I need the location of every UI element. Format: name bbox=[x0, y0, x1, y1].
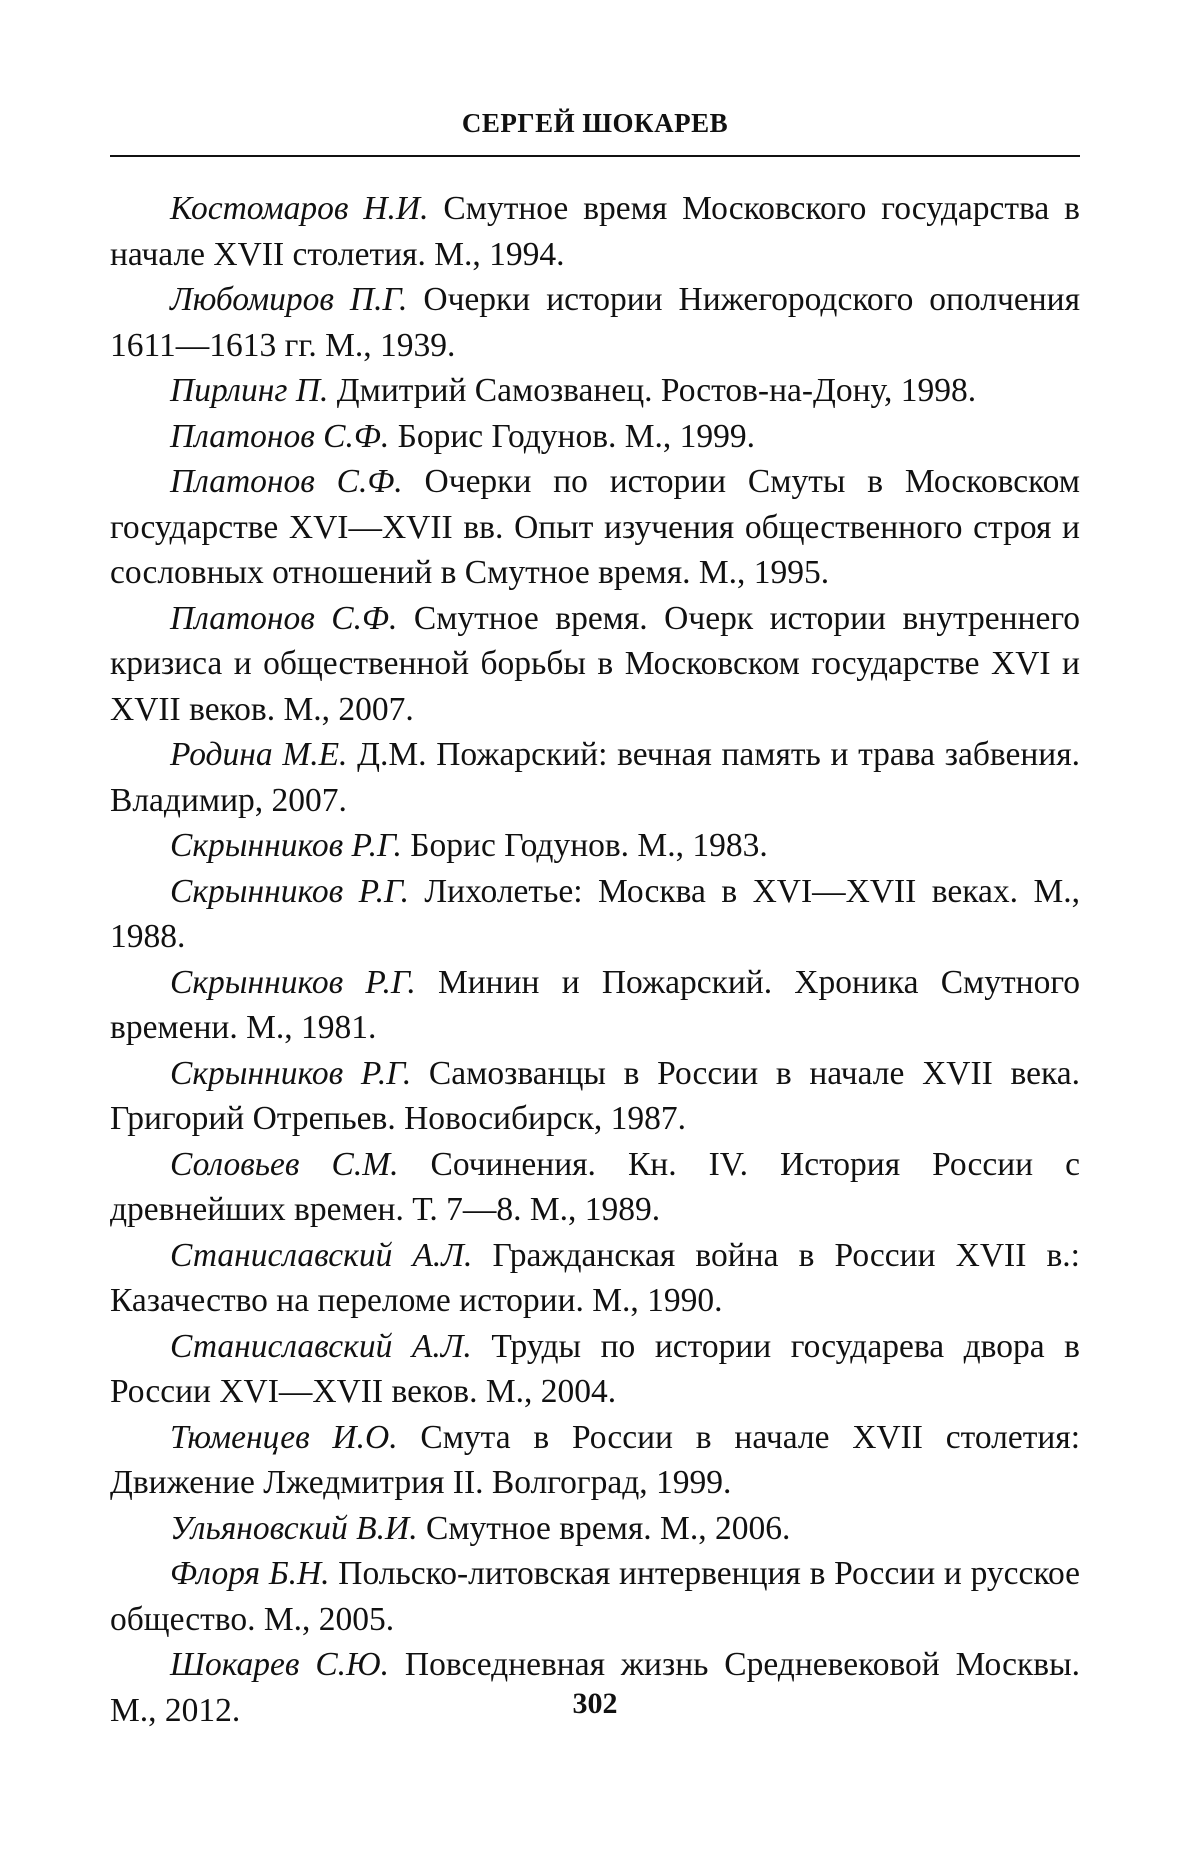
entry-text: Польско-литовская интервенция в России и русское общество. М., 2005. bbox=[110, 1555, 1080, 1638]
entry-author: Скрынников Р.Г. bbox=[170, 963, 416, 1001]
entry-author: Родина М.Е. bbox=[170, 736, 348, 773]
entry-author: Флоря Б.Н. bbox=[170, 1555, 330, 1592]
entry-text: Самозванцы в России в начале XVII века. Григорий Отрепьев. Новосибирск, 1987. bbox=[110, 1054, 1080, 1137]
bibliography-entry bbox=[110, 186, 1080, 277]
entry-author: Платонов С.Ф. bbox=[170, 417, 390, 455]
entry-text: Труды по истории государева двора в России XVI—XVII веков. М., 2004. bbox=[110, 1327, 1080, 1410]
entry-author: Соловьев С.М. bbox=[170, 1145, 399, 1183]
bibliography-entry bbox=[110, 823, 1080, 869]
entry-author: Скрынников Р.Г. bbox=[170, 1054, 412, 1092]
entry-author: Платонов С.Ф. bbox=[170, 599, 398, 637]
entry-text: Борис Годунов. М., 1999. bbox=[389, 417, 756, 455]
entry-text: Смута в России в начале XVII столетия: Движение Лжедмитрия II. Волгоград, 1999. bbox=[110, 1418, 1080, 1501]
entry-author: Скрынников Р.Г. bbox=[170, 827, 402, 864]
bibliography-entry bbox=[110, 1142, 1080, 1233]
bibliography-entry bbox=[110, 960, 1080, 1051]
entry-text: Лихолетье: Москва в XVI—XVII веках. М., 1988. bbox=[110, 872, 1080, 955]
bibliography-entry bbox=[110, 596, 1080, 733]
bibliography-entry bbox=[110, 732, 1080, 823]
entry-text: Смутное время Московского государства в начале XVII столетия. М., 1994. bbox=[110, 190, 1080, 273]
entry-text: Смутное время. Очерк истории внутреннего кризиса и общественной борьбы в Московском государстве XVI и XVII веков. М., 2007. bbox=[110, 599, 1080, 728]
entry-author: Пирлинг П. bbox=[170, 372, 329, 409]
bibliography-entry bbox=[110, 1415, 1080, 1506]
entry-text: Минин и Пожарский. Хроника Смутного времени. М., 1981. bbox=[110, 963, 1080, 1046]
entry-text: Очерки по истории Смуты в Московском государстве XVI—XVII вв. Опыт изучения общественного строя и сословных отношений в Смутное время. М., 1995. bbox=[110, 463, 1080, 591]
entry-author: Шокарев С.Ю. bbox=[170, 1646, 389, 1683]
bibliography-entry bbox=[110, 1324, 1080, 1415]
entry-text: Повседневная жизнь Средневековой Москвы. М., 2012. bbox=[110, 1646, 1080, 1729]
page-number: 302 bbox=[572, 1687, 618, 1720]
bibliography-entry bbox=[110, 1051, 1080, 1142]
entry-text: Смутное время. М., 2006. bbox=[417, 1509, 791, 1547]
entry-author: Станиславский А.Л. bbox=[170, 1327, 472, 1365]
bibliography-entry bbox=[110, 1551, 1080, 1642]
entry-text: Дмитрий Самозванец. Ростов-на-Дону, 1998. bbox=[328, 372, 977, 409]
entry-text: Сочинения. Кн. IV. История России с древнейших времен. Т. 7—8. М., 1989. bbox=[110, 1145, 1080, 1228]
bibliography-entry bbox=[110, 1506, 1080, 1552]
bibliography-list bbox=[110, 186, 1080, 1733]
entry-author: Тюменцев И.О. bbox=[170, 1418, 398, 1456]
entry-author: Платонов С.Ф. bbox=[170, 463, 403, 500]
book-page bbox=[110, 0, 1080, 1849]
entry-text: Д.М. Пожарский: вечная память и трава забвения. Владимир, 2007. bbox=[110, 736, 1080, 819]
running-head: СЕРГЕЙ ШОКАРЕВ bbox=[461, 108, 729, 138]
header-rule bbox=[110, 155, 1080, 157]
bibliography-entry bbox=[110, 277, 1080, 368]
entry-text: Борис Годунов. М., 1983. bbox=[401, 827, 768, 864]
bibliography-entry bbox=[110, 414, 1080, 460]
bibliography-entry bbox=[110, 459, 1080, 596]
entry-author: Станиславский А.Л. bbox=[170, 1236, 473, 1274]
entry-text: Очерки истории Нижегородского ополчения 1611—1613 гг. М., 1939. bbox=[110, 281, 1080, 364]
entry-author: Костомаров Н.И. bbox=[170, 190, 429, 227]
entry-author: Ульяновский В.И. bbox=[170, 1509, 418, 1547]
bibliography-entry bbox=[110, 869, 1080, 960]
entry-author: Скрынников Р.Г. bbox=[170, 872, 409, 910]
entry-author: Любомиров П.Г. bbox=[170, 281, 408, 318]
bibliography-entry bbox=[110, 1233, 1080, 1324]
entry-text: Гражданская война в России XVII в.: Казачество на переломе истории. М., 1990. bbox=[110, 1236, 1080, 1319]
bibliography-entry bbox=[110, 368, 1080, 414]
